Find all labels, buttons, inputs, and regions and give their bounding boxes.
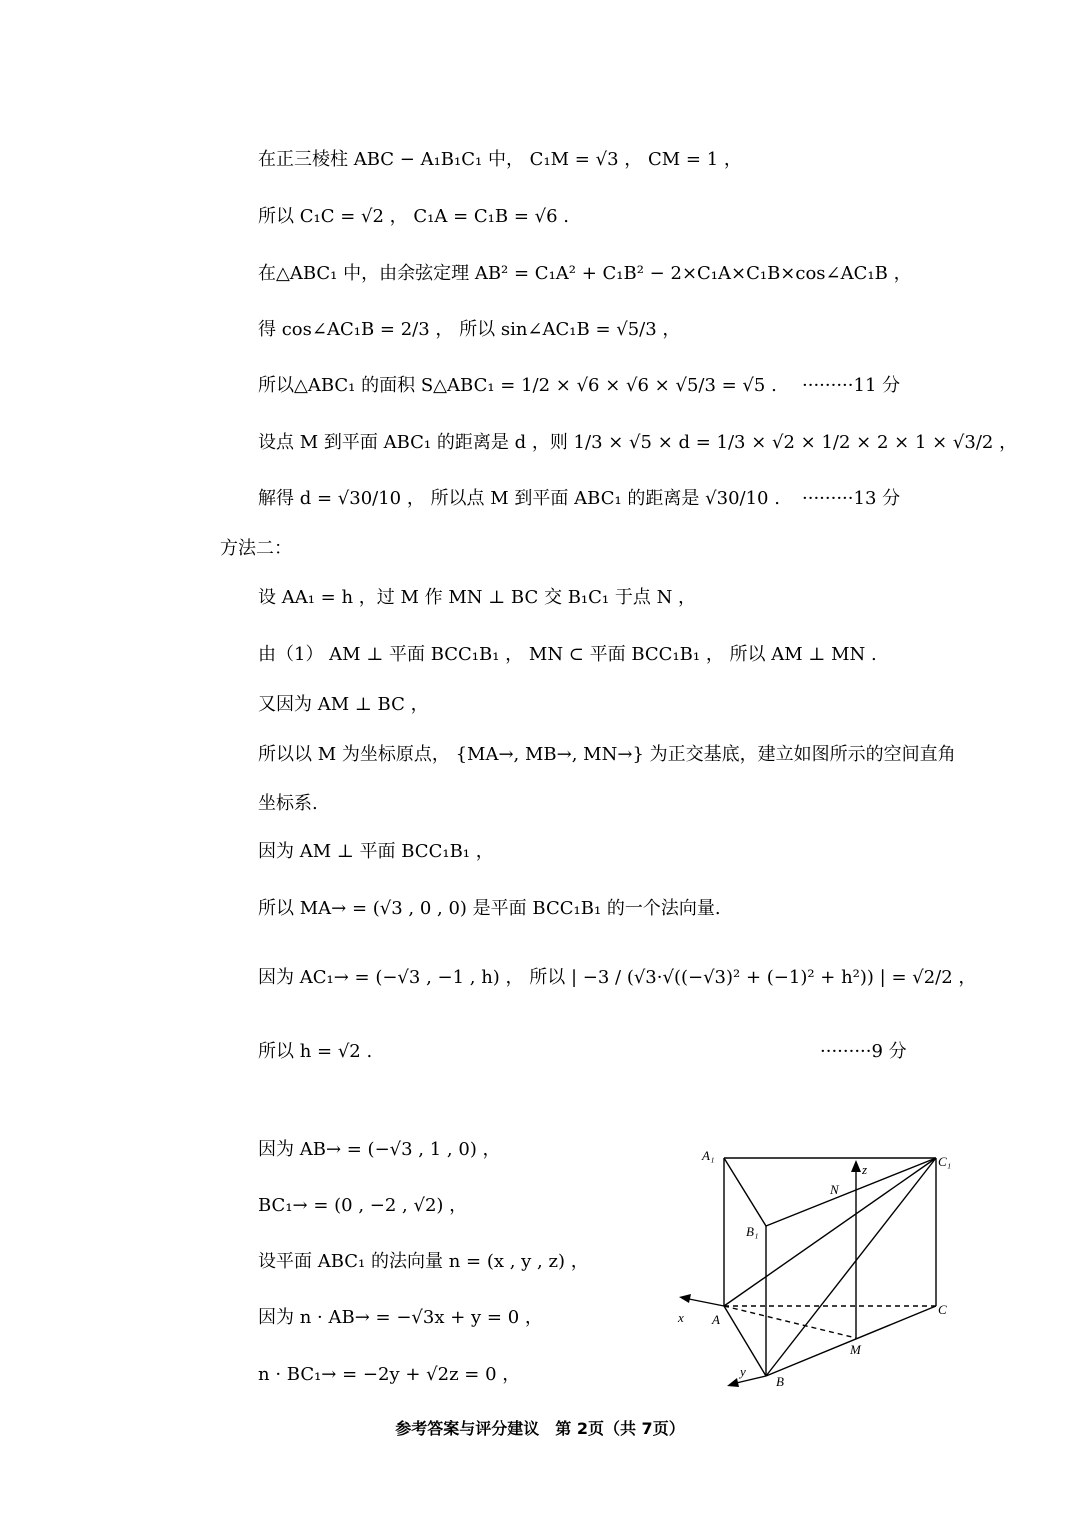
- line-18: 因为 AB→ = (−√3 , 1 , 0) ，: [258, 1139, 501, 1160]
- score-9: ·········9 分: [820, 1041, 907, 1062]
- line-12: 所以以 M 为坐标原点， {MA→, MB→, MN→} 为正交基底，建立如图所示的空间直角: [258, 744, 956, 765]
- line-22: n · BC₁→ = −2y + √2z = 0 ，: [258, 1364, 521, 1385]
- line-6: 设点 M 到平面 ABC₁ 的距离是 d ，则 1/3 × √5 × d = 1/3 × √2 × 1/2 × 2 × 1 × √3/2 ，: [258, 432, 1018, 453]
- line-7: 解得 d = √30/10 ， 所以点 M 到平面 ABC₁ 的距离是 √30/10 .: [258, 488, 780, 509]
- line-15: 所以 MA→ = (√3 , 0 , 0) 是平面 BCC₁B₁ 的一个法向量.: [258, 898, 721, 919]
- method-two-heading: 方法二：: [220, 538, 292, 559]
- line-21: 因为 n · AB→ = −√3x + y = 0 ，: [258, 1307, 543, 1328]
- line-17: 所以 h = √2 .: [258, 1041, 373, 1062]
- line-19: BC₁→ = (0 , −2 , √2) ，: [258, 1195, 468, 1216]
- label-n: N: [830, 1182, 839, 1197]
- line-4: 得 cos∠AC₁B = 2/3 ， 所以 sin∠AC₁B = √5/3 ，: [258, 319, 681, 340]
- line-16: 因为 AC₁→ = (−√3 , −1 , h) ， 所以 | −3 / (√3·√((−√3)² + (−1)² + h²)) | = √2/2 ，: [258, 967, 977, 988]
- line-20: 设平面 ABC₁ 的法向量 n = (x , y , z) ，: [258, 1251, 589, 1272]
- label-b1: B₁: [746, 1224, 759, 1239]
- label-x: x: [678, 1310, 684, 1325]
- label-a1: A₁: [702, 1148, 715, 1163]
- line-5: 所以△ABC₁ 的面积 S△ABC₁ = 1/2 × √6 × √6 × √5/3 = √5 .: [258, 375, 777, 396]
- line-9: 设 AA₁ = h ，过 M 作 MN ⊥ BC 交 B₁C₁ 于点 N ，: [258, 587, 697, 608]
- score-11: ·········11 分: [802, 375, 901, 396]
- line-3: 在△ABC₁ 中，由余弦定理 AB² = C₁A² + C₁B² − 2×C₁A×C₁B×cos∠AC₁B ，: [258, 263, 912, 284]
- line-10: 由（1） AM ⊥ 平面 BCC₁B₁ ， MN ⊂ 平面 BCC₁B₁ ， 所以 AM ⊥ MN .: [258, 644, 877, 665]
- label-c: C: [938, 1302, 947, 1317]
- line-1: 在正三棱柱 ABC − A₁B₁C₁ 中， C₁M = √3 ， CM = 1 ，: [258, 149, 742, 170]
- label-a: A: [712, 1312, 720, 1327]
- label-c1: C₁: [938, 1154, 952, 1169]
- line-11: 又因为 AM ⊥ BC ，: [258, 694, 429, 715]
- line-14: 因为 AM ⊥ 平面 BCC₁B₁ ，: [258, 841, 494, 862]
- line-2: 所以 C₁C = √2 ， C₁A = C₁B = √6 .: [258, 206, 569, 227]
- page-footer: 参考答案与评分建议 第 2页（共 7页）: [395, 1419, 685, 1438]
- label-z: z: [862, 1162, 868, 1177]
- label-y: y: [740, 1364, 746, 1379]
- line-13: 坐标系.: [258, 793, 318, 814]
- label-b: B: [776, 1374, 784, 1389]
- label-m: M: [850, 1342, 861, 1357]
- score-13: ·········13 分: [802, 488, 901, 509]
- prism-figure: [668, 1138, 968, 1389]
